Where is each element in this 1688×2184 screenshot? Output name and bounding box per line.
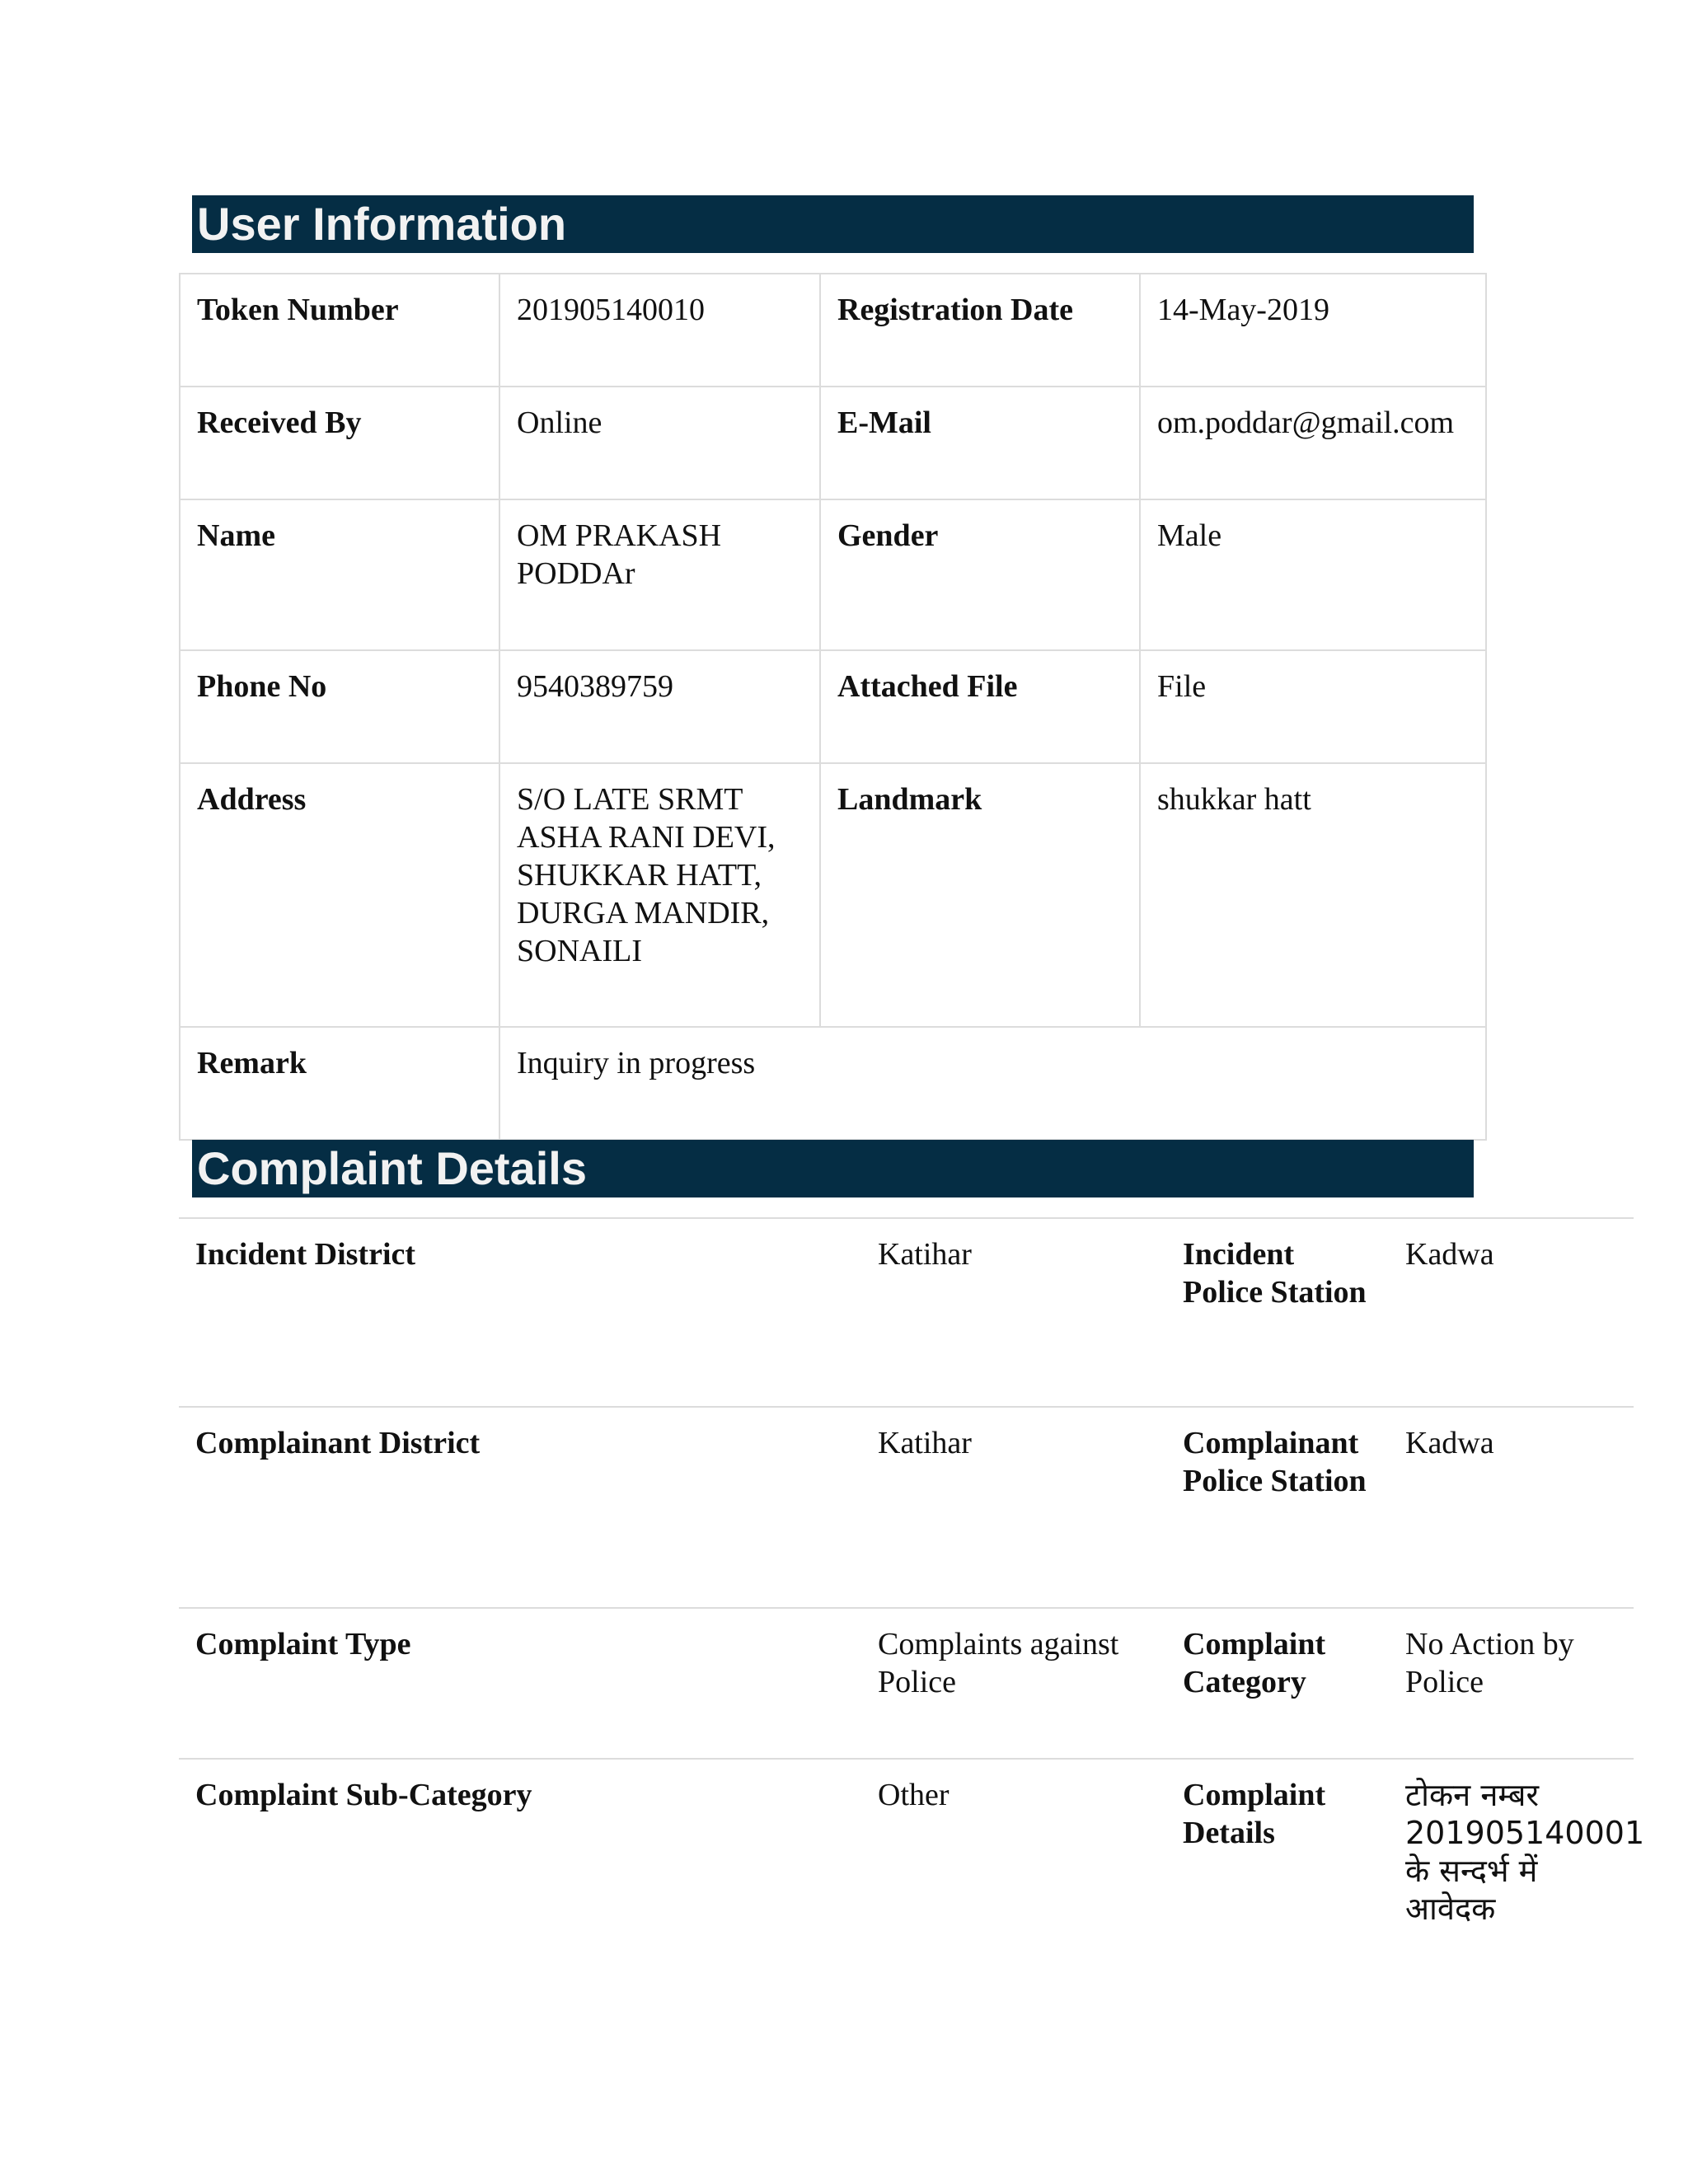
attached-file-link[interactable]: File bbox=[1140, 650, 1486, 763]
user-information-header: User Information bbox=[192, 195, 1474, 253]
table-row bbox=[179, 1407, 1634, 1608]
incident-district-value: Katihar bbox=[878, 1237, 972, 1272]
table-row bbox=[180, 650, 1486, 763]
table-row bbox=[179, 1759, 1634, 1940]
landmark-value: shukkar hatt bbox=[1140, 763, 1486, 1027]
complaint-details-value: टोकन नम्बर 201905140001 के सन्दर्भ में आवेदक bbox=[1405, 1777, 1645, 1927]
complainant-police-station-value: Kadwa bbox=[1405, 1426, 1494, 1460]
token-number-label: Token Number bbox=[180, 274, 499, 387]
phone-no-value: 9540389759 bbox=[499, 650, 820, 763]
token-number-value: 201905140010 bbox=[499, 274, 820, 387]
table-row bbox=[179, 1608, 1634, 1759]
user-information-table bbox=[179, 273, 1487, 1141]
complaint-sub-category-label: Complaint Sub-Category bbox=[195, 1778, 532, 1812]
complainant-police-station-label: Complainant Police Station bbox=[1183, 1426, 1367, 1498]
incident-police-station-value: Kadwa bbox=[1405, 1237, 1494, 1272]
complaint-type-value: Complaints against Police bbox=[878, 1627, 1119, 1699]
complaint-sub-category-value: Other bbox=[878, 1778, 950, 1812]
gender-value: Male bbox=[1140, 499, 1486, 650]
table-row bbox=[180, 763, 1486, 1027]
complaint-details-table bbox=[179, 1217, 1645, 1940]
received-by-value: Online bbox=[499, 387, 820, 499]
complaint-details-header: Complaint Details bbox=[192, 1140, 1474, 1197]
email-label: E-Mail bbox=[820, 387, 1140, 499]
table-row bbox=[180, 499, 1486, 650]
table-row bbox=[180, 1027, 1486, 1140]
table-row bbox=[179, 1218, 1634, 1407]
registration-date-value: 14-May-2019 bbox=[1140, 274, 1486, 387]
complaint-category-value: No Action by Police bbox=[1405, 1627, 1574, 1699]
phone-no-label: Phone No bbox=[180, 650, 499, 763]
landmark-label: Landmark bbox=[820, 763, 1140, 1027]
complaint-details-label: Complaint Details bbox=[1183, 1778, 1326, 1850]
complaint-category-label: Complaint Category bbox=[1183, 1627, 1326, 1699]
remark-label: Remark bbox=[180, 1027, 499, 1140]
complainant-district-value: Katihar bbox=[878, 1426, 972, 1460]
attached-file-label: Attached File bbox=[820, 650, 1140, 763]
table-row bbox=[180, 274, 1486, 387]
name-label: Name bbox=[180, 499, 499, 650]
complaint-type-label: Complaint Type bbox=[195, 1627, 411, 1661]
gender-label: Gender bbox=[820, 499, 1140, 650]
incident-police-station-label: Incident Police Station bbox=[1183, 1237, 1367, 1310]
complainant-district-label: Complainant District bbox=[195, 1426, 481, 1460]
name-value: OM PRAKASH PODDAr bbox=[499, 499, 820, 650]
received-by-label: Received By bbox=[180, 387, 499, 499]
incident-district-label: Incident District bbox=[195, 1237, 416, 1272]
remark-value: Inquiry in progress bbox=[499, 1027, 1486, 1140]
registration-date-label: Registration Date bbox=[820, 274, 1140, 387]
address-label: Address bbox=[180, 763, 499, 1027]
address-value: S/O LATE SRMT ASHA RANI DEVI, SHUKKAR HATT, DURGA MANDIR, SONAILI bbox=[499, 763, 820, 1027]
table-row bbox=[180, 387, 1486, 499]
email-value: om.poddar@gmail.com bbox=[1140, 387, 1486, 499]
